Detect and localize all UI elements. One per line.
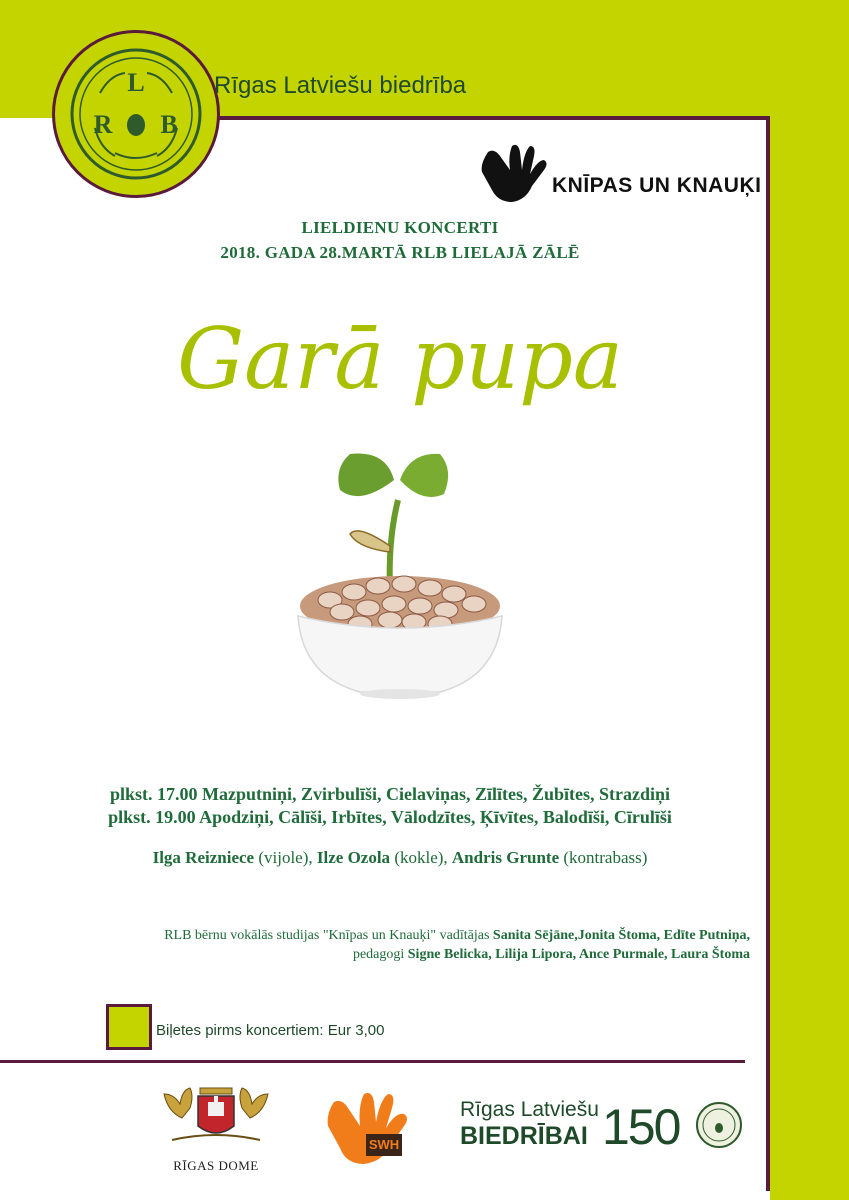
anniversary-line-1: Rīgas Latviešu — [460, 1098, 599, 1121]
swh-logo — [318, 1082, 428, 1172]
bowl — [298, 616, 502, 692]
anniversary-line-2: BIEDRĪBAI — [460, 1122, 588, 1150]
coat-of-arms-icon — [152, 1078, 280, 1154]
frame-line-top — [218, 116, 770, 120]
performer-instrument: (kontrabass) — [563, 848, 648, 867]
schedule-line-1 — [20, 784, 760, 805]
event-title: Garā pupa — [177, 310, 623, 408]
studio-logo — [478, 138, 762, 202]
performer-instrument: (vijole), — [258, 848, 313, 867]
sprout-leaf-right — [400, 454, 448, 497]
bowl-base — [360, 689, 440, 699]
credits-line-2 — [20, 945, 750, 964]
credits-line-1 — [20, 926, 750, 945]
event-date-place: 2018. GADA 28.MARTĀ RLB LIELAJĀ ZĀLĒ — [220, 243, 580, 262]
wreath-icon — [55, 33, 217, 195]
credits-names: Sanita Sējāne,Jonita Štoma, Edīte Putniņa, — [492, 928, 750, 943]
logo-letter-b: B — [160, 110, 178, 139]
ticket-info: Biļetes pirms koncertiem: Eur 3,00 — [156, 1022, 385, 1039]
schedule-groups: Mazputniņi, Zvirbulīši, Cielaviņas, Zīlītes, Žubītes, Strazdiņi — [201, 784, 671, 804]
rlb-logo — [52, 30, 220, 198]
anniversary-logo — [460, 1098, 680, 1158]
performer-name: Ilze Ozola — [316, 848, 391, 867]
performer-name: Ilga Reizniece — [152, 848, 255, 867]
swh-label: SWH — [366, 1134, 402, 1156]
orange-hand-icon — [318, 1082, 428, 1172]
credits-prefix: RLB bērnu vokālās studijas "Knīpas un Knauķi" vadītājas — [164, 928, 490, 943]
credits-names: Signe Belicka, Lilija Lipora, Ance Purmale, Laura Štoma — [407, 947, 750, 962]
studio-name: KNĪPAS UN KNAUĶI — [552, 174, 762, 197]
logo-letter-r: R — [93, 110, 113, 139]
right-band — [770, 0, 849, 1200]
hand-icon — [478, 138, 558, 202]
org-name: Rīgas Latviešu biedrība — [214, 72, 467, 99]
bean-bowl-illustration — [290, 440, 510, 720]
performer-name: Andris Grunte — [451, 848, 560, 867]
schedule-groups: Apodziņi, Cālīši, Irbītes, Vālodzītes, Ķīvītes, Balodīši, Cīrulīši — [199, 807, 672, 827]
performers-line — [0, 848, 800, 868]
event-heading: LIELDIENU KONCERTI — [301, 218, 499, 237]
performer-instrument: (kokle), — [394, 848, 448, 867]
schedule-line-2 — [20, 807, 760, 828]
bean-seed — [350, 531, 390, 552]
schedule-time: plkst. 19.00 — [108, 807, 196, 827]
frame-line-right — [766, 116, 770, 1191]
sprout-leaf-left — [338, 454, 394, 497]
bottom-rule — [0, 1060, 745, 1063]
riga-dome-logo — [152, 1078, 280, 1178]
credits-prefix: pedagogi — [352, 947, 405, 962]
schedule-time: plkst. 17.00 — [109, 784, 198, 804]
ticket-box — [106, 1004, 152, 1050]
anniversary-number: 150 — [602, 1099, 680, 1155]
riga-dome-label: RĪGAS DOME — [173, 1158, 259, 1173]
small-wreath-icon — [694, 1100, 744, 1150]
logo-letter-l: L — [127, 68, 145, 97]
